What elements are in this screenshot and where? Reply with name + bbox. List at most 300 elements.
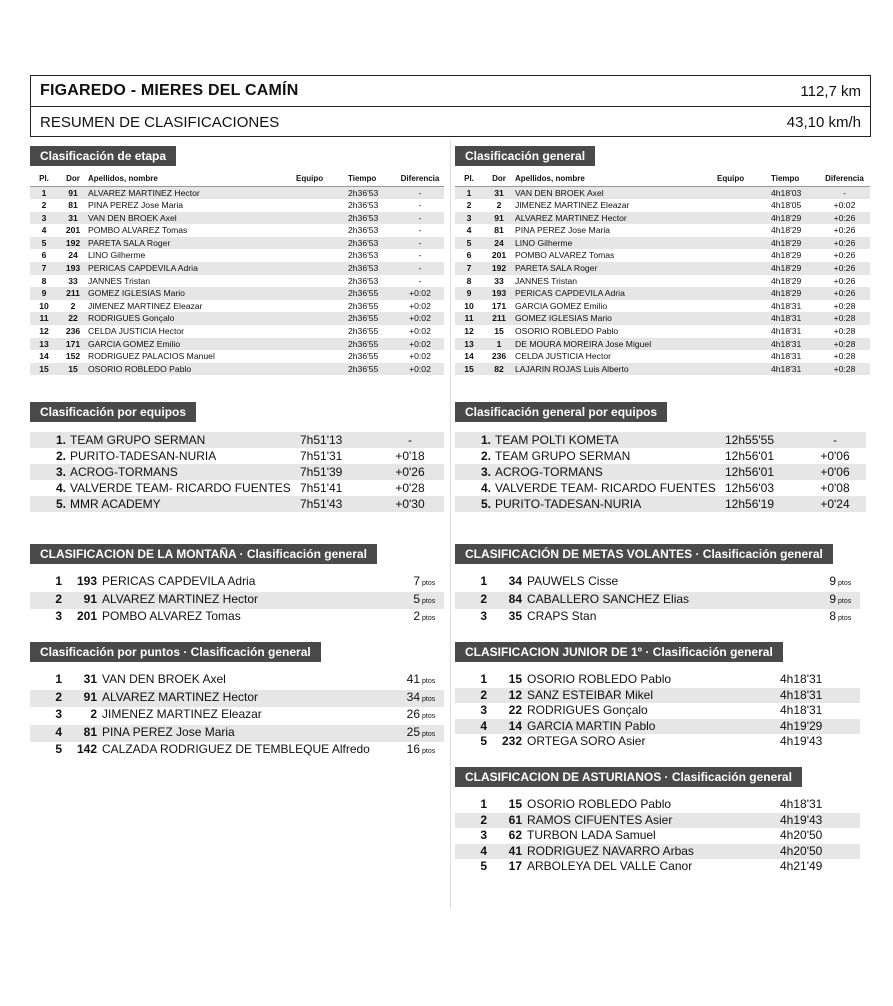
cell-position: 7: [30, 262, 58, 275]
cell-bib: 91: [483, 212, 515, 225]
item-position: 5: [55, 742, 62, 757]
item-bib: 142: [76, 742, 97, 757]
item-bib: 232: [501, 734, 522, 749]
section-title: CLASIFICACION DE ASTURIANOS · Clasificación general: [455, 767, 802, 787]
cell-bib: 211: [58, 287, 88, 300]
item-time: 4h19'29: [780, 718, 823, 733]
list-item: [30, 592, 444, 610]
list-item: [455, 734, 860, 750]
cell-team: [717, 237, 771, 250]
team-name: MMR ACADEMY: [70, 497, 161, 511]
team-difference: +0'26: [395, 465, 425, 479]
stage-classification-section: [30, 146, 444, 375]
cell-bib: 33: [68, 275, 78, 286]
item-time: 4h19'43: [780, 734, 823, 749]
asturianos-section: [455, 767, 860, 875]
team-row: [455, 464, 866, 480]
cell-rider-name: GARCIA GOMEZ Emilio: [88, 338, 296, 351]
team-position: 5.: [55, 497, 66, 511]
cell-difference: -: [396, 262, 444, 275]
team-row: [455, 496, 866, 512]
general-classification-section: [455, 146, 870, 375]
cell-time: 2h36'53: [348, 200, 379, 211]
cell-position: 7: [455, 262, 483, 275]
cell-rider-name: GARCIA GOMEZ Emilio: [515, 300, 608, 311]
race-title: FIGAREDO - MIERES DEL CAMÍN: [40, 82, 299, 99]
stage-table-body: [30, 186, 444, 375]
cell-position: 4: [41, 225, 47, 236]
table-row: [30, 275, 444, 288]
section-title: CLASIFICACIÓN DE METAS VOLANTES · Clasificación general: [455, 544, 833, 564]
item-position: 5: [480, 859, 487, 874]
cell-time: 2h36'53: [348, 262, 396, 275]
item-points-unit: ptos: [422, 580, 436, 587]
cell-difference: +0:28: [833, 300, 856, 311]
col-pl: Pl.: [30, 172, 58, 186]
cell-bib: 24: [483, 237, 515, 250]
team-time: 12h56'01: [725, 465, 775, 479]
column-divider: [450, 140, 451, 910]
team-row: [455, 480, 866, 496]
item-time: 4h18'31: [780, 703, 823, 718]
table-row: [455, 224, 870, 237]
team-row: [30, 464, 444, 480]
list-item: [455, 719, 860, 735]
list-item: [30, 742, 444, 760]
asturianos-list: [455, 797, 860, 875]
cell-bib: 2: [496, 200, 502, 211]
team-position: 1.: [55, 433, 66, 447]
cell-team: [296, 249, 348, 262]
item-rider-name: VAN DEN BROEK Axel: [102, 672, 226, 686]
item-bib: 2: [90, 707, 97, 722]
cell-time: 2h36'53: [348, 250, 379, 261]
table-row: [455, 237, 870, 250]
cell-team: [717, 199, 771, 212]
team-position: 4.: [480, 481, 491, 495]
item-rider-name: JIMENEZ MARTINEZ Eleazar: [102, 707, 262, 722]
cell-time: 2h36'53: [348, 237, 396, 250]
item-bib: 91: [83, 591, 97, 606]
list-item: [455, 797, 860, 813]
item-position: 3: [480, 703, 487, 718]
cell-position: 12: [464, 326, 474, 337]
cell-team: [296, 363, 348, 376]
cell-team: [296, 350, 348, 363]
col-equipo: Equipo: [717, 172, 771, 186]
team-name: TEAM GRUPO SERMAN: [70, 433, 206, 447]
teams-stage-list: [30, 432, 444, 512]
item-position: 4: [55, 724, 62, 739]
cell-difference: +0:02: [409, 351, 431, 362]
team-row: [30, 448, 444, 464]
cell-bib: 171: [491, 300, 507, 311]
list-item: [455, 859, 860, 875]
item-rider-name: RODRIGUEZ NAVARRO Arbas: [527, 843, 694, 858]
team-name: PURITO-TADESAN-NURIA: [70, 449, 217, 463]
table-row: [455, 287, 870, 300]
team-time: 12h56'19: [725, 497, 775, 511]
item-points: 5: [413, 591, 420, 606]
team-time: 7h51'39: [300, 465, 343, 479]
table-row: [455, 350, 870, 363]
list-item: [30, 707, 444, 725]
cell-position: 9: [455, 287, 483, 300]
team-difference: +0'30: [395, 497, 425, 511]
cell-bib: 152: [65, 351, 81, 362]
cell-position: 9: [30, 287, 58, 300]
item-rider-name: ALVAREZ MARTINEZ Hector: [102, 689, 259, 704]
item-bib: 31: [83, 672, 97, 686]
item-time: 4h20'50: [780, 828, 823, 843]
col-tiempo: Tiempo: [771, 172, 819, 186]
cell-rider-name: LINO Gilherme: [515, 237, 717, 250]
cell-bib: 82: [483, 363, 515, 376]
table-row: [455, 212, 870, 225]
cell-time: 4h18'29: [771, 275, 802, 286]
list-item: [30, 725, 444, 743]
cell-time: 4h18'31: [771, 326, 802, 337]
cell-difference: +0:02: [396, 312, 444, 325]
list-item: [30, 690, 444, 708]
item-rider-name: RODRIGUES Gonçalo: [527, 703, 648, 718]
list-item: [455, 813, 860, 829]
team-time: 12h56'01: [725, 449, 775, 463]
cell-time: 4h18'29: [771, 212, 819, 225]
cell-position: 1: [30, 186, 58, 199]
col-name: Apellidos, nombre: [88, 172, 296, 186]
cell-team: [717, 275, 771, 288]
item-bib: 22: [508, 703, 522, 718]
cell-rider-name: JIMENEZ MARTINEZ Eleazar: [515, 200, 630, 211]
team-position: 4.: [55, 481, 66, 495]
stage-table: [30, 172, 444, 375]
cell-position: 13: [455, 338, 483, 351]
cell-bib: 211: [483, 312, 515, 325]
cell-position: 3: [455, 212, 483, 225]
section-title: CLASIFICACION JUNIOR DE 1º · Clasificación general: [455, 642, 783, 662]
cell-position: 11: [30, 312, 58, 325]
item-rider-name: PINA PEREZ Jose Maria: [102, 724, 235, 739]
team-name: VALVERDE TEAM- RICARDO FUENTES: [495, 481, 716, 495]
cell-position: 10: [464, 300, 474, 311]
cell-position: 2: [41, 200, 47, 211]
team-position: 3.: [55, 465, 66, 479]
team-time: 12h56'03: [725, 481, 775, 495]
team-row: [455, 432, 866, 448]
cell-team: [296, 287, 348, 300]
table-row: [30, 338, 444, 351]
item-position: 1: [480, 574, 487, 588]
teams-stage-section: [30, 402, 444, 512]
item-rider-name: SANZ ESTEIBAR Mikel: [527, 687, 654, 702]
table-row: [455, 338, 870, 351]
item-rider-name: POMBO ALVAREZ Tomas: [102, 609, 241, 624]
item-rider-name: OSORIO ROBLEDO Pablo: [527, 797, 672, 811]
team-position: 2.: [480, 449, 491, 463]
header-row-title: [31, 76, 870, 107]
cell-time: 4h18'31: [771, 338, 819, 351]
item-position: 2: [55, 591, 62, 606]
section-title: Clasificación general por equipos: [455, 402, 667, 422]
cell-time: 4h18'29: [771, 287, 819, 300]
cell-team: [717, 312, 771, 325]
cell-difference: +0:28: [833, 326, 856, 337]
teams-general-section: [455, 402, 866, 512]
team-row: [30, 496, 444, 512]
col-tiempo: Tiempo: [348, 172, 396, 186]
table-row: [30, 212, 444, 225]
section-title: Clasificación general: [455, 146, 595, 166]
cell-team: [717, 224, 771, 237]
cell-position: 15: [455, 363, 483, 376]
cell-rider-name: VAN DEN BROEK Axel: [515, 186, 717, 199]
cell-difference: +0:02: [396, 363, 444, 376]
list-item: [30, 672, 444, 690]
item-bib: 17: [508, 859, 522, 874]
mountain-section: [30, 544, 444, 627]
cell-rider-name: CELDA JUSTICIA Hector: [88, 326, 184, 337]
table-header-row: [30, 172, 444, 186]
item-rider-name: CALZADA RODRIGUEZ DE TEMBLEQUE Alfredo: [102, 742, 370, 757]
cell-rider-name: PERICAS CAPDEVILA Adria: [515, 287, 717, 300]
cell-rider-name: ALVAREZ MARTINEZ Hector: [88, 186, 296, 199]
list-item: [30, 609, 444, 627]
cell-team: [296, 212, 348, 225]
cell-bib: 193: [58, 262, 88, 275]
item-points: 25: [406, 724, 420, 739]
item-position: 3: [480, 828, 487, 843]
general-table: [455, 172, 870, 375]
cell-team: [296, 325, 348, 338]
points-section: [30, 642, 444, 760]
table-row: [30, 300, 444, 313]
cell-position: 12: [39, 326, 49, 337]
team-name: ACROG-TORMANS: [70, 465, 178, 479]
table-row: [455, 199, 870, 212]
item-points: 34: [406, 689, 420, 704]
col-equipo: Equipo: [296, 172, 348, 186]
team-difference: -: [408, 433, 412, 447]
cell-team: [717, 186, 771, 199]
cell-team: [296, 237, 348, 250]
cell-bib: 91: [58, 186, 88, 199]
team-name: ACROG-TORMANS: [495, 465, 603, 479]
team-time: 7h51'13: [300, 433, 343, 447]
table-row: [455, 186, 870, 199]
item-bib: 201: [76, 609, 97, 624]
cell-rider-name: PERICAS CAPDEVILA Adria: [88, 262, 296, 275]
table-row: [30, 237, 444, 250]
item-points: 9: [829, 591, 836, 606]
cell-team: [296, 300, 348, 313]
cell-time: 4h18'29: [771, 225, 802, 236]
item-position: 3: [55, 707, 62, 722]
cell-position: 8: [466, 275, 472, 286]
item-position: 1: [55, 574, 62, 588]
item-position: 4: [480, 718, 487, 733]
team-time: 7h51'43: [300, 497, 343, 511]
cell-bib: 171: [58, 338, 88, 351]
race-distance: 112,7 km: [800, 82, 861, 100]
list-item: [455, 672, 860, 688]
section-title: Clasificación por equipos: [30, 402, 196, 422]
table-row: [455, 275, 870, 288]
cell-rider-name: GOMEZ IGLESIAS Mario: [88, 287, 296, 300]
general-table-body: [455, 186, 870, 375]
item-points: 16: [406, 742, 420, 757]
team-difference: +0'08: [820, 481, 850, 495]
item-position: 2: [480, 812, 487, 827]
cell-difference: -: [418, 275, 422, 286]
cell-team: [717, 212, 771, 225]
cell-difference: -: [819, 186, 870, 199]
cell-position: 14: [464, 351, 474, 362]
item-points: 26: [406, 707, 420, 722]
cell-difference: +0:02: [396, 338, 444, 351]
team-name: PURITO-TADESAN-NURIA: [495, 497, 642, 511]
list-item: [455, 844, 860, 860]
team-difference: +0'18: [395, 449, 425, 463]
cell-bib: 201: [491, 250, 507, 261]
header-row-subtitle: [31, 107, 870, 137]
cell-team: [717, 363, 771, 376]
item-rider-name: OSORIO ROBLEDO Pablo: [527, 672, 672, 686]
cell-rider-name: LINO Gilherme: [88, 250, 146, 261]
cell-time: 4h18'31: [771, 312, 819, 325]
cell-team: [717, 249, 771, 262]
item-position: 4: [480, 843, 487, 858]
cell-difference: +0:28: [819, 338, 870, 351]
cell-difference: +0:26: [819, 212, 870, 225]
team-position: 3.: [480, 465, 491, 479]
cell-position: 6: [466, 250, 472, 261]
cell-rider-name: JANNES Tristan: [515, 275, 578, 286]
item-bib: 35: [508, 609, 522, 624]
cell-time: 4h18'05: [771, 200, 802, 211]
cell-rider-name: JANNES Tristan: [88, 275, 151, 286]
cell-rider-name: VAN DEN BROEK Axel: [88, 212, 296, 225]
results-header: [30, 75, 871, 137]
cell-time: 2h36'55: [348, 300, 379, 311]
cell-rider-name: RODRIGUES Gonçalo: [88, 312, 296, 325]
item-points: 2: [413, 609, 420, 624]
item-rider-name: PAUWELS Cisse: [527, 574, 619, 588]
cell-time: 2h36'55: [348, 326, 379, 337]
cell-rider-name: POMBO ALVAREZ Tomas: [88, 225, 188, 236]
list-item: [30, 574, 444, 592]
cell-rider-name: PARETA SALA Roger: [88, 237, 296, 250]
cell-difference: -: [396, 237, 444, 250]
item-rider-name: ALVAREZ MARTINEZ Hector: [102, 591, 259, 606]
item-time: 4h18'31: [780, 797, 823, 811]
item-bib: 193: [76, 574, 97, 588]
cell-bib: 192: [483, 262, 515, 275]
item-points-unit: ptos: [422, 597, 436, 605]
cell-difference: +0:26: [819, 237, 870, 250]
item-rider-name: CABALLERO SANCHEZ Elias: [527, 591, 690, 606]
item-bib: 91: [83, 689, 97, 704]
item-points-unit: ptos: [422, 695, 436, 703]
cell-time: 2h36'53: [348, 186, 396, 199]
sprints-list: [455, 574, 860, 627]
item-rider-name: RAMOS CIFUENTES Asier: [527, 812, 673, 827]
cell-difference: -: [418, 225, 422, 236]
cell-team: [717, 262, 771, 275]
item-points-unit: ptos: [422, 713, 436, 721]
team-time: 7h51'41: [300, 481, 343, 495]
item-position: 1: [480, 797, 487, 811]
team-time: 7h51'31: [300, 449, 343, 463]
table-row: [30, 262, 444, 275]
cell-position: 15: [30, 363, 58, 376]
team-difference: -: [833, 433, 837, 447]
team-time: 12h55'55: [725, 433, 775, 447]
col-dor: Dor: [58, 172, 88, 186]
cell-position: 14: [39, 351, 49, 362]
table-row: [30, 224, 444, 237]
team-name: TEAM GRUPO SERMAN: [495, 449, 631, 463]
team-row: [30, 432, 444, 448]
table-row: [30, 363, 444, 376]
team-position: 1.: [480, 433, 491, 447]
item-time: 4h20'50: [780, 843, 823, 858]
table-row: [455, 325, 870, 338]
cell-rider-name: DE MOURA MOREIRA Jose Miguel: [515, 338, 717, 351]
col-dor: Dor: [483, 172, 515, 186]
cell-bib: 22: [58, 312, 88, 325]
cell-position: 3: [30, 212, 58, 225]
team-difference: +0'06: [820, 449, 850, 463]
cell-team: [296, 224, 348, 237]
cell-rider-name: OSORIO ROBLEDO Pablo: [515, 326, 619, 337]
cell-bib: 201: [65, 225, 81, 236]
team-difference: +0'24: [820, 497, 850, 511]
item-rider-name: ARBOLEYA DEL VALLE Canor: [527, 859, 693, 874]
cell-rider-name: PARETA SALA Roger: [515, 262, 717, 275]
cell-rider-name: PINA PEREZ Jose Maria: [88, 200, 184, 211]
points-list: [30, 672, 444, 760]
item-bib: 15: [508, 672, 522, 686]
table-header-row: [455, 172, 870, 186]
section-title: CLASIFICACION DE LA MONTAÑA · Clasificación general: [30, 544, 377, 564]
cell-team: [717, 350, 771, 363]
cell-time: 2h36'55: [348, 287, 396, 300]
cell-bib: 31: [483, 186, 515, 199]
item-position: 3: [480, 609, 487, 624]
cell-rider-name: CELDA JUSTICIA Hector: [515, 351, 611, 362]
cell-time: 2h36'53: [348, 275, 379, 286]
cell-time: 4h18'29: [771, 262, 819, 275]
cell-team: [717, 300, 771, 313]
team-difference: +0'06: [820, 465, 850, 479]
cell-rider-name: GOMEZ IGLESIAS Mario: [515, 312, 717, 325]
col-diferencia: Diferencia: [819, 172, 870, 186]
cell-time: 4h18'31: [771, 300, 802, 311]
team-row: [455, 448, 866, 464]
col-diferencia: Diferencia: [396, 172, 444, 186]
team-name: VALVERDE TEAM- RICARDO FUENTES: [70, 481, 291, 495]
cell-bib: 15: [58, 363, 88, 376]
cell-time: 2h36'55: [348, 363, 396, 376]
item-points-unit: ptos: [422, 748, 436, 756]
junior-list: [455, 672, 860, 750]
item-bib: 62: [508, 828, 522, 843]
cell-position: 6: [41, 250, 47, 261]
teams-general-list: [455, 432, 866, 512]
table-row: [30, 287, 444, 300]
item-position: 2: [480, 687, 487, 702]
